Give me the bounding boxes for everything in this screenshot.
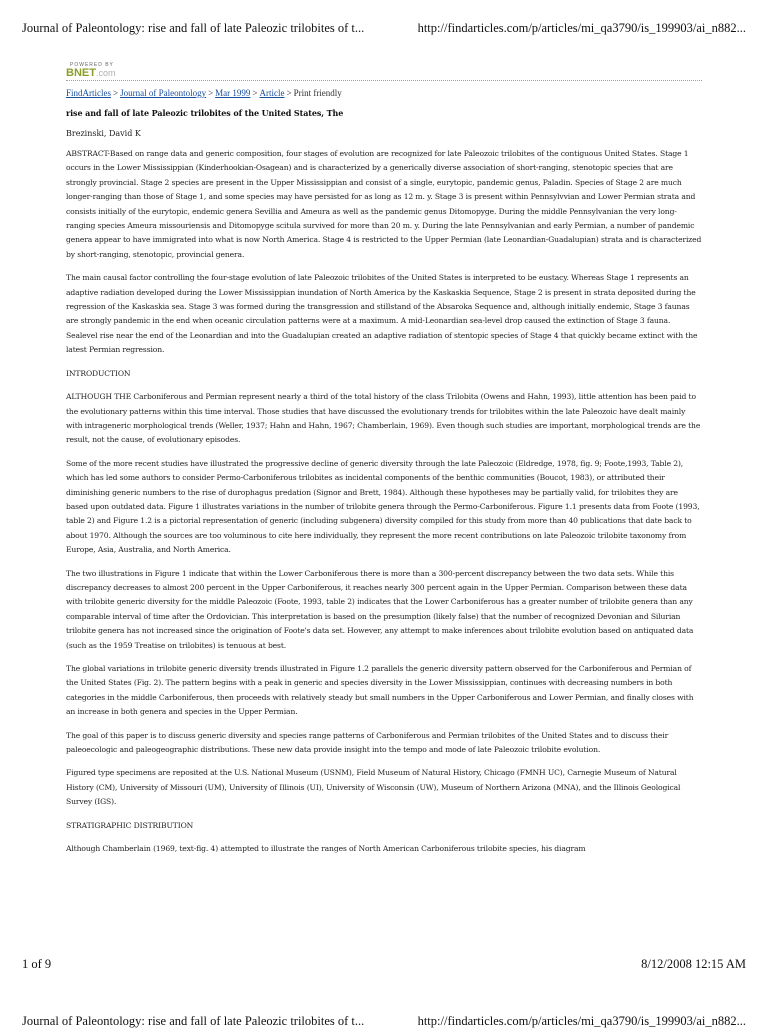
page-number: 1 of 9 [22, 957, 52, 971]
breadcrumb-article[interactable]: Article [259, 88, 285, 98]
body-paragraph: ALTHOUGH THE Carboniferous and Permian represent nearly a third of the total history of the class Trilobita (Owens and Hahn, 1993), little attention has been paid to the evolutionary patterns within this time interval. Those studies that have discussed the evolutionary trends for trilobites within the late Paleozoic have dealt mainly with intrageneric morphological trends (Weller, 1937; Hahn and Hahn, 1967; Chamberlain, 1969). Even though such studies are important, morphological trends are the result, not the cause, of evolutionary episodes. [66, 392, 701, 445]
print-footer [22, 957, 746, 972]
next-page-header [22, 1014, 746, 1029]
breadcrumb-issue[interactable]: Mar 1999 [215, 88, 251, 98]
article-author: Brezinski, David K [66, 129, 141, 138]
breadcrumb-journal[interactable]: Journal of Paleontology [120, 88, 207, 98]
body-paragraph: Figured type specimens are reposited at the U.S. National Museum (USNM), Field Museum of Natural History, Chicago (FMNH UC), Carnegie Museum of Natural History (CM), University of Missouri (UM), University of Illinois (UI), University of Wisconsin (UW), Museum of Northern Arizona (MNA), and the Illinois Geological Survey (IGS). [66, 768, 681, 807]
abstract-paragraph: ABSTRACT-Based on range data and generic composition, four stages of evolution are recognized for late Paleozoic trilobites of the contiguous United States. Stage 1 occurs in the Lower Mississippian (Kinderhookian-Osagean) and is characterized by a generically diverse association of short-ranging, stenotopic species that are strongly provincial. Stage 2 species are present in the Upper Mississippian and consist of a single, eurytopic, pandemic genus, Paladin. Species of Stage 2 are much longer-ranging than those of Stage 1, and some species may have persisted for as long as 12 m. y. Stage 3 is present within Pennsylvvian and Lower Permian strata and consists initially of the eurytopic, endemic genera Sevillia and Ameura as well as the pandemic genus Ditomopyge. During the middle Pennsylvanian the very long-ranging species Ameura missouriensis and Ditomopyge scitula survived for more than 20 m. y. During the late Pennsylvanian and early Permian, a number of pandemic genera appear to have immigrated into what is now North America. Stage 4 is restricted to the Upper Permian (late Leonardian-Guadalupian) strata and is characterized by short-ranging, stenotopic, provincial genera. [66, 149, 702, 259]
header-divider [66, 80, 702, 81]
breadcrumb-separator: > [286, 88, 292, 98]
bnet-logo[interactable] [66, 62, 146, 79]
article-title: rise and fall of late Paleozic trilobites of the United States, The [66, 108, 344, 118]
print-datetime: 8/12/2008 12:15 AM [641, 957, 746, 971]
section-heading-stratigraphic: STRATIGRAPHIC DISTRIBUTION [66, 820, 194, 830]
body-paragraph: The global variations in trilobite generic diversity trends illustrated in Figure 1.2 parallels the generic diversity pattern observed for the Carboniferous and Permian of the United States (Fig. 2). The pattern begins with a peak in generic and species diversity in the Lower Mississippian, continues with decreasing numbers in both categories in the middle Carboniferous, then proceeds with relatively steady but small numbers in the Upper Carboniferous and Lower Permian, and finally closes with an increase in both genera and species in the Upper Permian. [66, 664, 694, 717]
breadcrumb-findarticles[interactable]: FindArticles [66, 88, 111, 98]
article-body [66, 147, 702, 856]
body-paragraph: Although Chamberlain (1969, text-fig. 4) attempted to illustrate the ranges of North American Carboniferous trilobite species, his diagram [66, 844, 586, 854]
body-paragraph: The two illustrations in Figure 1 indicate that within the Lower Carboniferous there is more than a 300-percent discrepancy between the two data sets. While this discrepancy decreases to almost 200 percent in the Upper Carboniferous, it reaches nearly 300 percent again in the Upper Permian. Comparison between these data with trilobite generic diversity for the middle Paleozoic (Foote, 1993, table 2) indicates that the Lower Carboniferous has a greater number of trilobite genera than any comparable interval of time after the Ordovician. This interpretation is based on the presumption (likely false) that the number of recognized Devonian and Silurian trilobite genera has not increased since the origination of Foote's data set. However, any attempt to make inferences about trilobite evolution based on antiquated data (such as the 1959 Treatise on trilobites) is tenuous at best. [66, 568, 694, 650]
body-paragraph: The goal of this paper is to discuss generic diversity and species range patterns of Carboniferous and Permian trilobites of the United States and to discuss their paleoecologic and paleogeographic distributions. These new data provide insight into the tempo and mode of late Paleozoic trilobite evolution. [66, 730, 669, 755]
next-page-url: http://findarticles.com/p/articles/mi_qa3790/is_199903/ai_n882... [417, 1014, 746, 1028]
body-paragraph: Some of the more recent studies have illustrated the progressive decline of generic diversity through the late Paleozoic (Eldredge, 1978, fig. 9; Foote,1993, Table 2), which has led some authors to consider Permo-Carboniferous trilobites as incidental components of the benthic communities (Boucot, 1983), or attributed their diminishing generic numbers to the rise of durophagus predation (Signor and Brett, 1984). Although these hypotheses may be partially valid, for trilobites they are based upon outdated data. Figure 1 illustrates variations in the number of trilobite genera through the Permo-Carboniferous. Figure 1.1 presents data from Foote (1993, table 2) and Figure 1.2 is a pictorial representation of generic (including subgenera) diversity compiled for this study from more than 40 publications that date back to about 1970. Although the sources are too voluminous to cite here individually, they represent the more recent contributions on late Paleozoic trilobite taxonomy from Europe, Asia, Australia, and North America. [66, 458, 700, 555]
logo-powered-by: POWERED BY [70, 62, 114, 68]
breadcrumb-separator: > [208, 88, 214, 98]
print-header-title: Journal of Paleontology: rise and fall of late Paleozic trilobites of t... [22, 21, 365, 35]
breadcrumb-separator: > [113, 88, 119, 98]
logo-brand-suffix: .com [95, 68, 116, 78]
print-header [22, 21, 746, 36]
section-heading-introduction: INTRODUCTION [66, 368, 131, 378]
breadcrumb-separator: > [252, 88, 258, 98]
next-page-title: Journal of Paleontology: rise and fall of late Paleozic trilobites of t... [22, 1014, 365, 1028]
article-page [66, 62, 702, 856]
body-paragraph: The main causal factor controlling the four-stage evolution of late Paleozoic trilobites of the United States is interpreted to be eustacy. Whereas Stage 1 represents an adaptive radiation developed during the Lower Mississippian inundation of North America by the Kaskaskia Sequence, Stage 2 is present in strata deposited during the regression of the Kaskaskia sea. Stage 3 was formed during the transgression and stillstand of the Absaroka Sequence and, although initially endemic, Stage 3 faunas are strongly pandemic in the end when oceanic circulation patterns were at a maximum. A mid-Leonardian sea-level drop caused the extinction of Stage 3 fauna. Sealevel rise near the end of the Leonardian and into the Guadalupian created an adaptive radiation of stentopic species of Stage 4 that quickly became extinct with the latest Permian regression. [66, 273, 698, 355]
logo-brand-name: BNET [66, 67, 96, 79]
logo-brand [66, 68, 146, 79]
breadcrumb [66, 88, 702, 98]
breadcrumb-current: Print friendly [293, 88, 342, 98]
print-header-url: http://findarticles.com/p/articles/mi_qa3790/is_199903/ai_n882... [417, 21, 746, 35]
